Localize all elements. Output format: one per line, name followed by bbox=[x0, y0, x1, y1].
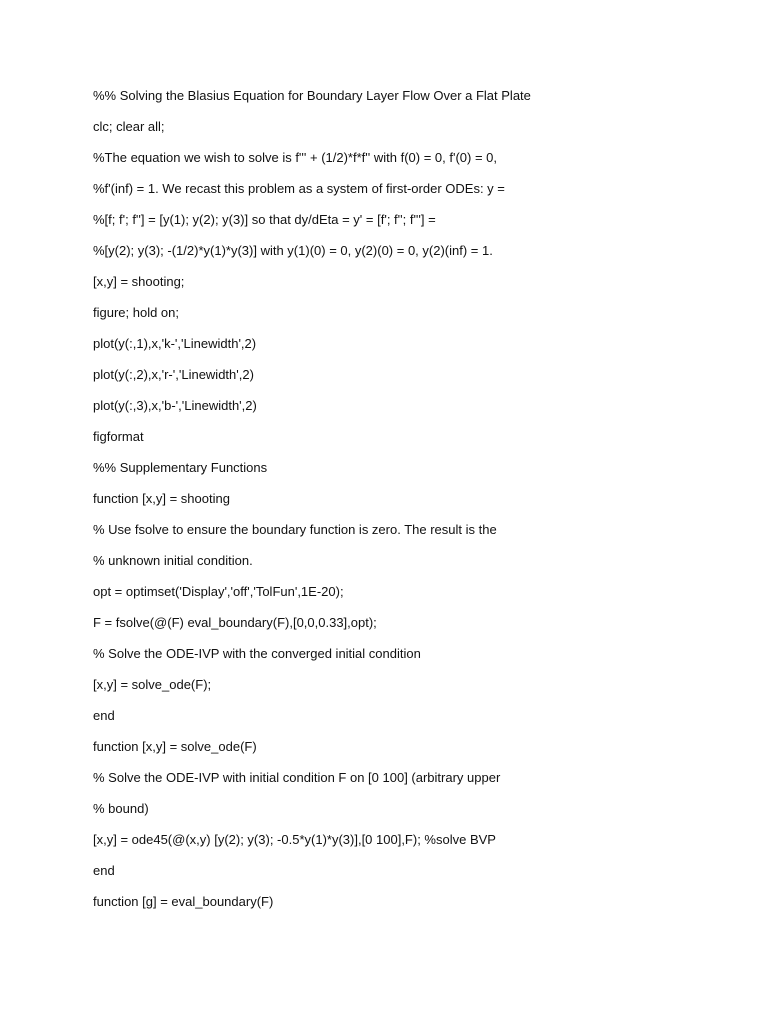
code-line: figformat bbox=[93, 429, 144, 444]
code-line: plot(y(:,1),x,'k-','Linewidth',2) bbox=[93, 336, 257, 351]
code-line: figure; hold on; bbox=[93, 305, 180, 320]
code-line: end bbox=[93, 863, 115, 878]
code-line: F = fsolve(@(F) eval_boundary(F),[0,0,0.33],opt); bbox=[93, 615, 377, 630]
code-line: clc; clear all; bbox=[93, 119, 165, 134]
code-line: %f'(inf) = 1. We recast this problem as a system of first-order ODEs: y = bbox=[93, 181, 505, 196]
code-line: % Solve the ODE-IVP with initial condition F on [0 100] (arbitrary upper bbox=[93, 770, 501, 785]
code-line: % Use fsolve to ensure the boundary function is zero. The result is the bbox=[93, 522, 497, 537]
code-line: %[y(2); y(3); -(1/2)*y(1)*y(3)] with y(1)(0) = 0, y(2)(0) = 0, y(2)(inf) = 1. bbox=[93, 243, 493, 258]
code-line: %The equation we wish to solve is f''' + (1/2)*f*f'' with f(0) = 0, f'(0) = 0, bbox=[93, 150, 497, 165]
code-line: % Solve the ODE-IVP with the converged initial condition bbox=[93, 646, 421, 661]
code-line: plot(y(:,2),x,'r-','Linewidth',2) bbox=[93, 367, 254, 382]
code-line: %% Supplementary Functions bbox=[93, 460, 268, 475]
code-line: function [x,y] = solve_ode(F) bbox=[93, 739, 257, 754]
code-line: % bound) bbox=[93, 801, 149, 816]
code-line: % unknown initial condition. bbox=[93, 553, 253, 568]
code-line: %[f; f'; f''] = [y(1); y(2); y(3)] so that dy/dEta = y' = [f'; f''; f'''] = bbox=[93, 212, 436, 227]
code-line: [x,y] = ode45(@(x,y) [y(2); y(3); -0.5*y(1)*y(3)],[0 100],F); %solve BVP bbox=[93, 832, 496, 847]
code-line: plot(y(:,3),x,'b-','Linewidth',2) bbox=[93, 398, 257, 413]
code-line: opt = optimset('Display','off','TolFun',1E-20); bbox=[93, 584, 344, 599]
code-line: function [x,y] = shooting bbox=[93, 491, 230, 506]
code-line: function [g] = eval_boundary(F) bbox=[93, 894, 274, 909]
code-line: end bbox=[93, 708, 115, 723]
code-line: [x,y] = shooting; bbox=[93, 274, 185, 289]
code-line: %% Solving the Blasius Equation for Boundary Layer Flow Over a Flat Plate bbox=[93, 88, 531, 103]
code-line: [x,y] = solve_ode(F); bbox=[93, 677, 212, 692]
